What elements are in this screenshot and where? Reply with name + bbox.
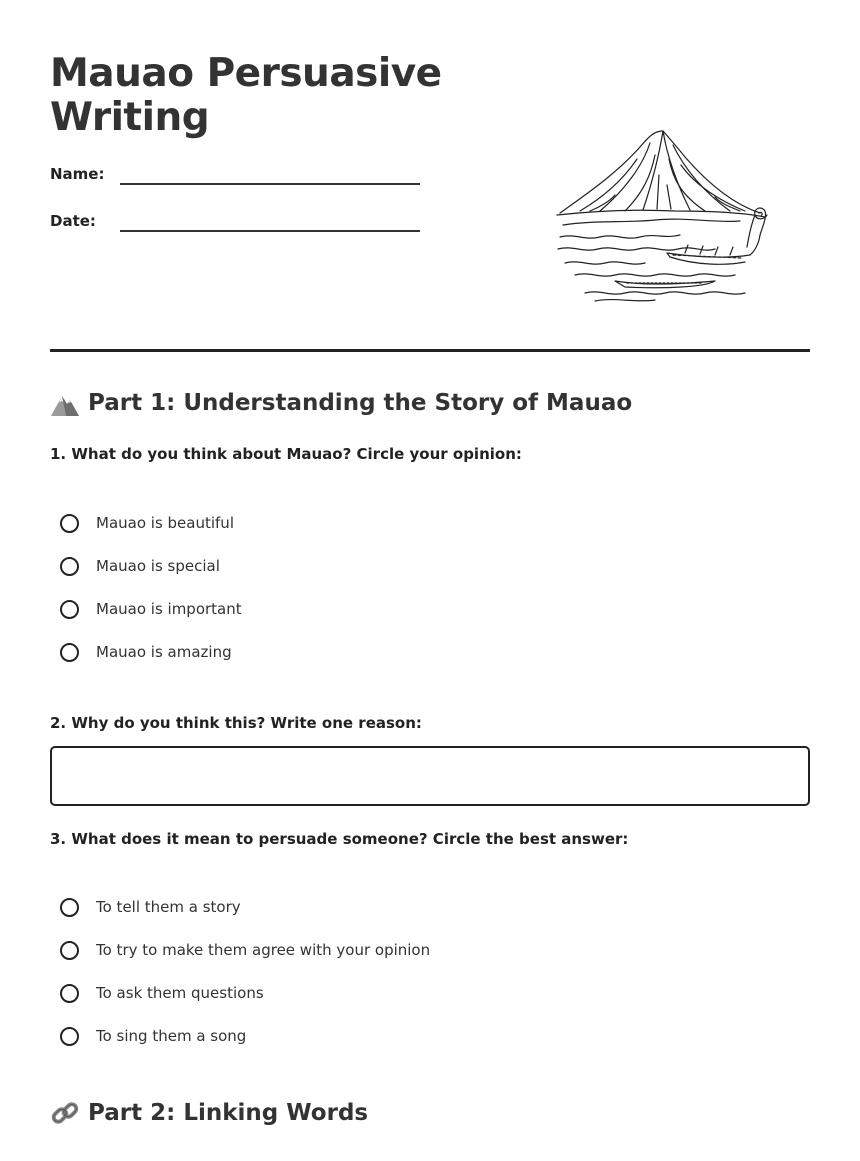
question-2: 2. Why do you think this? Write one reason: — [50, 714, 422, 732]
option-label: Mauao is important — [96, 600, 242, 618]
option-label: To sing them a song — [96, 1027, 247, 1045]
part1-heading-text: Part 1: Understanding the Story of Mauao — [88, 390, 633, 416]
date-label: Date: — [50, 212, 96, 230]
part2-heading-text: Part 2: Linking Words — [88, 1100, 369, 1126]
radio-circle[interactable] — [60, 984, 79, 1003]
question-3: 3. What does it mean to persuade someone? Circle the best answer: — [50, 830, 629, 848]
option-label: To tell them a story — [96, 898, 241, 916]
radio-circle[interactable] — [60, 643, 79, 662]
radio-circle[interactable] — [60, 514, 79, 533]
page-title: Mauao Persuasive Writing — [50, 51, 442, 140]
part2-heading — [50, 1098, 368, 1128]
q3-option[interactable] — [60, 938, 430, 962]
option-label: Mauao is amazing — [96, 643, 232, 661]
header-divider — [50, 349, 810, 352]
radio-circle[interactable] — [60, 1027, 79, 1046]
option-label: To ask them questions — [96, 984, 264, 1002]
option-label: Mauao is special — [96, 557, 220, 575]
radio-circle[interactable] — [60, 600, 79, 619]
part1-heading — [50, 388, 632, 418]
question-1: 1. What do you think about Mauao? Circle your opinion: — [50, 445, 522, 463]
q3-option[interactable] — [60, 1024, 246, 1048]
q3-option[interactable] — [60, 895, 241, 919]
q1-option[interactable] — [60, 597, 242, 621]
date-field[interactable] — [50, 212, 420, 242]
reason-answer-box[interactable] — [50, 746, 810, 806]
radio-circle[interactable] — [60, 898, 79, 917]
q1-option[interactable] — [60, 640, 232, 664]
radio-circle[interactable] — [60, 557, 79, 576]
radio-circle[interactable] — [60, 941, 79, 960]
name-field[interactable] — [50, 165, 420, 195]
option-label: Mauao is beautiful — [96, 514, 234, 532]
date-line[interactable] — [120, 230, 420, 232]
name-line[interactable] — [120, 183, 420, 185]
q3-option[interactable] — [60, 981, 264, 1005]
mountain-icon — [50, 388, 80, 418]
name-label: Name: — [50, 165, 105, 183]
q1-option[interactable] — [60, 511, 234, 535]
mountain-and-waka-icon — [555, 125, 780, 307]
link-icon — [50, 1098, 80, 1128]
option-label: To try to make them agree with your opinion — [96, 941, 431, 959]
q1-option[interactable] — [60, 554, 220, 578]
